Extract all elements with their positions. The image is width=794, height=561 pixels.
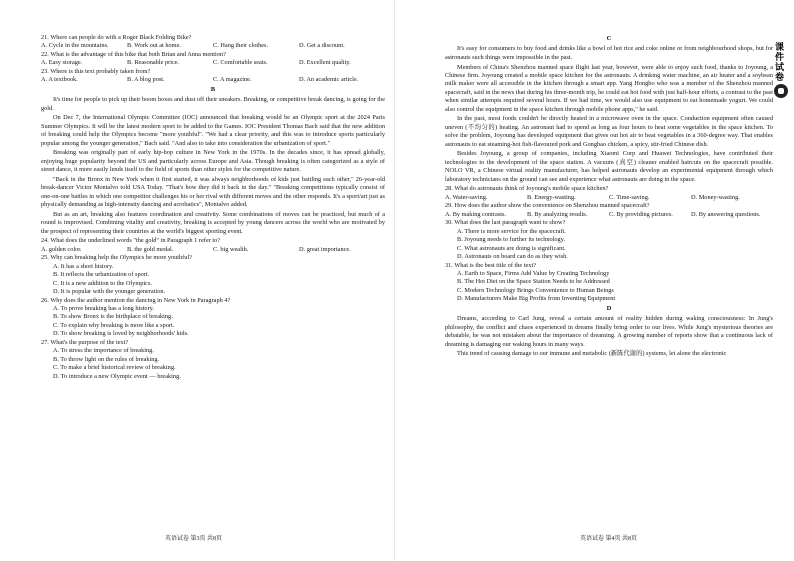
answer-option: C. A magazine.: [213, 76, 252, 84]
answer-option: B. It reflects the urbanization of sport.: [53, 271, 150, 279]
paragraph: Members of China's Shenzhou manned space flight last year, however, were able to enjoy such food, thanks to Joyoung, a Chinese firm. Joyoung created a mobile space kitchen for the astronauts. A drinking water machine, an air heater and a soybean milk maker were all accessible in the kitchen through a smart app. Yang Hongbo who was a member of the Shenzhou manned spacecraft, said in the news that during his three-month trip, he could eat hot food with just half-hour efforts, a contrast to the past when similar attempts required several hours. If we had time, we would also use equipment to eat homemade yogurt. We could also control the equipment in the space kitchen through mobile phone apps," he said.: [445, 63, 773, 113]
question-stem: 28. What do astronauts think of Joyoung's mobile space kitchen?: [445, 185, 609, 193]
answer-option: B. The Hot Diet on the Space Station Needs to be Addressed: [457, 278, 610, 286]
paragraph: It's time for people to pick up their boom boxes and dust off their sneakers. Breaking, or competitive break dancing, is going for the gold.: [41, 96, 385, 112]
answer-option: D. By answering questions.: [691, 210, 761, 218]
questions-21-23: [41, 34, 385, 85]
paragraph: Besides Joyoung, a group of companies, including Xiaomi Corp and Huawei Technologies, have contributed their technologies to the development of the space station. A vacuum (真空) cleaner enabled haircuts on the spacecraft possible. NOLO VR, a Chinese virtual reality manufacturer, has helped astronauts develop an experimental equipment through which laboratory technicians on the ground can see and experience what astronauts are doing in the space.: [445, 150, 773, 183]
answer-option: D. Excellent quality.: [299, 59, 351, 67]
passage-c: [445, 45, 773, 184]
paragraph: In the past, most foods couldn't be directly heated in a microwave oven in the space. Conduction equipment often caused uneven (不均匀的) heating. An astronaut had to spend as long as four hours to heat some vegetables in the space kitchen. To solve the problem, Joyoung has developed equipment that gives out hot air to heat vegetables in a 360-degree way. That enables astronauts to eat steaming-hot fish-flavoured pork and Gongbao chicken, a spicy, stir-fried Chinese dish.: [445, 115, 773, 148]
option-row: [41, 42, 385, 50]
answer-option: C. By providing pictures.: [609, 210, 673, 218]
answer-option: C. To explain why breaking is more like a sport.: [53, 321, 175, 329]
left-page: [0, 0, 395, 561]
section-d-heading: D: [606, 304, 612, 312]
paragraph: But as an art, breaking also features coordination and creativity. Some combinations of moves can be practiced, but much of a round is improvised. Combining vitality and creativity, breaking is accepted by young dancers across the world who are motivated by the prospect of representing their countries at the world's biggest sporting event.: [41, 210, 385, 235]
answer-option: B. Energy-wasting.: [527, 193, 576, 201]
answer-option: B. A blog post.: [127, 76, 165, 84]
paragraph: Dreams, according to Carl Jung, reveal a certain amount of reality hidden during waking consciousness: In Jung's philosophy, the conflict and chaos experienced in dreams finally bring order to our lives. While Jung's mysterious theories are debatable, he was not mistaken about the importance of dreaming. A growing number of reports show that a continuous lack of dreaming is damaging our waking hours in many ways.: [445, 315, 773, 348]
left-column: [41, 34, 385, 381]
answer-option: D. Money-wasting.: [691, 193, 740, 201]
answer-option: C. Modern Technology Brings Convenience to Human Beings: [457, 286, 614, 294]
answer-option: B. To throw light on the rules of breaking.: [53, 355, 160, 363]
question-stem: 24. What does the underlined words "the gold" in Paragraph 1 refer to?: [41, 237, 221, 245]
passage-b: [41, 96, 385, 236]
question-stem: 25. Why can breaking help the Olympics be more youthful?: [41, 254, 192, 262]
answer-option: D. To introduce a new Olympic event — breaking.: [53, 372, 181, 380]
answer-option: B. the gold medal.: [127, 245, 174, 253]
answer-option: A. There is more service for the spacecraft.: [457, 227, 566, 235]
option-row: [445, 211, 773, 219]
question-stem: 21. Where can people do with a Roger Black Folding Bike?: [41, 34, 192, 41]
watermark-badge: [772, 42, 790, 98]
option-row: [41, 246, 385, 254]
left-page-footer: 英语试卷 第3页 共8页: [165, 536, 223, 542]
answer-option: B. By analyzing results.: [527, 210, 588, 218]
answer-option: A. golden color.: [41, 245, 82, 253]
answer-option: C. Hang their clothes.: [213, 42, 269, 50]
question-stem: 27. What's the purpose of the text?: [41, 338, 129, 346]
answer-option: B. To show Bronx is the birthplace of breaking.: [53, 313, 173, 321]
question-stem: 26. Why does the author mention the dancing in New York in Paragraph 4?: [41, 296, 231, 304]
answer-option: D. Manufacturers Make Big Profits from Inventing Equipment: [457, 295, 616, 303]
right-page-footer: 英语试卷 第4页 共8页: [580, 536, 638, 542]
section-b-heading: B: [210, 85, 216, 93]
question-stem: 29. How does the author show the convenience on Shenzhou manned spacecraft?: [445, 202, 650, 210]
answer-option: A. It has a short history.: [53, 262, 114, 270]
question-stem: 23. Where is this text probably taken from?: [41, 67, 151, 75]
answer-option: B. Reasonable price.: [127, 59, 180, 67]
question-stem: 31. What is the best title of the text?: [445, 261, 536, 269]
paragraph: This trend of causing damage to our immune and metabolic (新陈代谢的) systems, let alone the electronic: [457, 350, 727, 358]
right-page: [395, 0, 794, 561]
section-c-heading: C: [606, 35, 612, 42]
answer-option: A. To prove breaking has a long history.: [53, 304, 154, 312]
answer-option: A. Easy storage.: [41, 59, 83, 67]
answer-option: D. Get a discount.: [299, 42, 345, 50]
paragraph: On Dec 7, the International Olympic Committee (IOC) announced that breaking would be an Olympic sport at the 2024 Paris Summer Olympics. It will be the latest modern sport to be added to the Games. IOC President Thomas Bach said that the new addition of breaking could help the Olympics become "more youthful". "We had a clear priority, and this was to introduce sports particularly popular among the younger generation," Bach said. "And also to take into consideration the urbanization of sport.": [41, 114, 385, 147]
answer-option: D. It is popular with the younger generation.: [53, 288, 166, 296]
answer-option: C. What astronauts are doing is significant.: [457, 244, 566, 252]
paragraph: "Back in the Bronx in New York when it first started, it was always neighborhoods of kids just battling each other," 26-year-old break-dancer Victor Montalvo told USA Today. "That's how they did it back in the day." "Breaking competitions typically consist of one-on-one battles in which one competitor challenges his or her rival with different moves and the other responds. It's a sport/art just as physically demanding as high-intensity dancing and acrobatics", Montalvo added.: [41, 175, 385, 209]
watermark-text: 课件试卷: [773, 42, 783, 82]
questions-24-27: [41, 237, 385, 381]
answer-option: D. Astronauts on board can do as they wish.: [457, 253, 568, 261]
answer-option: B. Work out at home.: [127, 42, 181, 50]
answer-option: C. Comfortable seats.: [213, 59, 268, 67]
option-row: [41, 76, 385, 84]
answer-option: C. big wealth.: [213, 245, 249, 253]
question-stem: 22. What is the advantage of this bike that both Brian and Anna mention?: [41, 50, 226, 58]
answer-option: A. Water-saving.: [445, 193, 488, 201]
answer-option: B. Joyoung needs to further its technology.: [457, 236, 566, 244]
answer-option: C. It is a new addition to the Olympics.: [53, 279, 152, 287]
answer-option: A. Earth to Space, Firms Add Value by Creating Technology: [457, 269, 610, 277]
answer-option: D. An academic article.: [299, 76, 359, 84]
paragraph: It's easy for consumers to buy food and drinks like a bowl of hot rice and coke online or from neighbourhood shops, but for astronauts such things were impossible in the past.: [445, 45, 773, 61]
paragraph: Breaking was originally part of early hip-hop culture in New York in the 1970s. In the decades since, it has spread globally, enjoying huge popularity beyond the US and particularly across Europe and Asia. Though breaking is often categorized as a style of street dance, it more easily lends itself to the field of sports than other styles for the competitive nature.: [41, 149, 385, 174]
answer-option: A. By making contrasts.: [445, 210, 507, 218]
option-row: [445, 194, 773, 202]
option-row: [41, 59, 385, 67]
answer-option: A. A textbook.: [41, 76, 78, 84]
right-column: [445, 34, 773, 360]
answer-option: A. To stress the importance of breaking.: [53, 347, 154, 355]
answer-option: C. Time-saving.: [609, 193, 650, 201]
answer-option: D. great importance.: [299, 245, 351, 253]
answer-option: A. Cycle in the mountains.: [41, 42, 109, 50]
passage-d: [445, 315, 773, 358]
logo-icon: [774, 84, 788, 98]
answer-option: C. To make a brief historical review of breaking.: [53, 364, 176, 372]
questions-28-31: [445, 185, 773, 303]
question-stem: 30. What does the last paragraph want to show?: [445, 219, 566, 227]
answer-option: D. To show breaking is loved by neighborhoods' kids.: [53, 330, 189, 338]
